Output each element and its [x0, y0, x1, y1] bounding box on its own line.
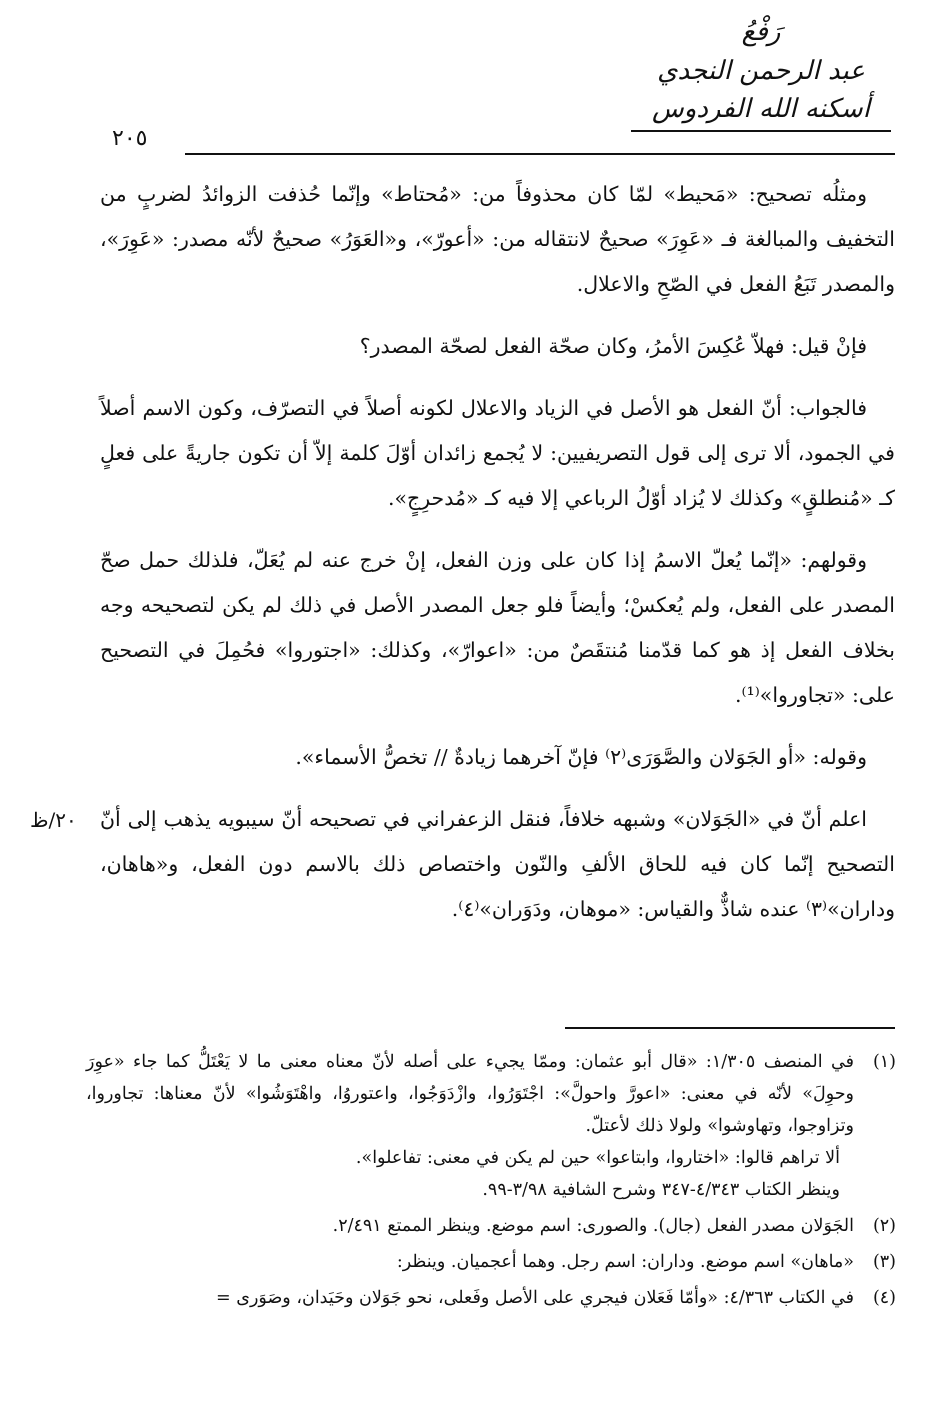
margin-folio-note: ٢٠/ظ — [30, 808, 77, 832]
footnote-line: وينظر الكتاب ٤/٣٤٣-٣٤٧ وشرح الشافية ٣/٩٨-٩٩. — [482, 1180, 840, 1200]
main-text — [100, 172, 895, 932]
header-rule — [185, 153, 895, 155]
footnote — [86, 1282, 896, 1314]
page-number: ٢٠٥ — [112, 126, 148, 151]
footnote — [86, 1210, 896, 1242]
footnote — [86, 1046, 896, 1206]
footnote-line: في الكتاب ٤/٣٦٣: «وأمّا فَعَلان فيجري على الأصل وفَعلى، نحو جَوَلان وحَيَدان، وصَوَرى = — [216, 1288, 854, 1308]
footnotes — [86, 1046, 896, 1318]
footnote-line: الجَوَلان مصدر الفعل (جال). والصورى: اسم موضع. وينظر الممتع ٢/٤٩١. — [332, 1216, 854, 1236]
footnote-body — [86, 1210, 854, 1242]
footnote-body — [86, 1246, 854, 1278]
footnote-line: «ماهان» اسم موضع. وداران: اسم رجل. وهما أعجميان. وينظر: — [396, 1252, 854, 1272]
footnote-body — [86, 1046, 854, 1206]
stamp-line-2: عبد الرحمن النجدي — [657, 56, 865, 86]
footnote-line: في المنصف ١/٣٠٥: «قال أبو عثمان: وممّا يجيء على أصله لأنّ معناه معنى ما لا يَعْتَلُّ كما جاء «عوِرَ وحوِلَ» لأنّه في معنى: «اعورَّ واحولَّ»: اجْتَوَرُوا، وازْدَوَجُوا، واعتوروُا، واهْتَوَشُوا» لأنّ معناها: تجاوروا، وتزاوجوا، وتهاوشوا» ولولا ذلك لأعتلّ. — [86, 1052, 854, 1136]
footnote-line: ألا تراهم قالوا: «اختاروا، وابتاعوا» حين لم يكن في معنى: تفاعلوا». — [355, 1148, 840, 1168]
footnote-number: (١) — [872, 1052, 896, 1072]
paragraph: وقوله: «أو الجَوَلان والصَّوَرَى⁽٢⁾ فإنّ آخرهما زيادةٌ // تخصُّ الأسماء». — [295, 745, 867, 769]
paragraph: اعلم أنّ في «الجَوَلان» وشبهه خلافاً، فنقل الزعفراني في تصحيحه أنّ سيبويه يذهب إلى أنّ التصحيح إنّما كان فيه للحاق الألفِ والنّون واختصاص ذلك بالاسم دون الفعل، و«هاهان، وداران»⁽٣⁾ عنده شاذٌّ والقياس: «موهان، ودَوَران»⁽٤⁾. — [100, 807, 895, 921]
paragraph: فالجواب: أنّ الفعل هو الأصل في الزياد والاعلال لكونه أصلاً في التصرّف، وكون الاسم أصلاً في الجمود، ألا ترى إلى قول التصريفيين: لا يُجمع زائدان أوّلَ كلمة إلاّ أن تكون جاريةً على فعلٍ كـ «مُنطلقٍ» وكذلك لا يُزاد أوّلُ الرباعي إلا فيه كـ «مُدحرِجٍ». — [100, 396, 895, 510]
footnote-rule — [565, 1027, 895, 1029]
stamp-line-3: أسكنه الله الفردوس — [631, 90, 891, 132]
footnote — [86, 1246, 896, 1278]
footnote-body — [86, 1282, 854, 1314]
paragraph: وقولهم: «إنّما يُعلّ الاسمُ إذا كان على وزن الفعل، إنْ خرج عنه لم يُعَلّ، فلذلك حمل صحّ المصدر على الفعل، ولم يُعكسْ؛ وأيضاً فلو جعل المصدر الأصل في ذلك لم يكن لتصحيحه وجه بخلاف الفعل إذ هو كما قدّمنا مُنتقَصٌ من: «اعوارّ»، وكذلك: «اجتوروا» فحُمِلَ في التصحيح على: «تجاوروا»⁽¹⁾. — [100, 548, 895, 707]
footnote-number: (٣) — [872, 1252, 896, 1272]
footnote-number: (٤) — [872, 1288, 896, 1308]
paragraph: ومثلُه تصحيح: «مَحيط» لمّا كان محذوفاً من: «مُحتاط» وإنّما حُذفت الزوائدُ لضربٍ من التخفيف والمبالغة فـ «عَوِرَ» صحيحٌ لانتقاله من: «أعورّ»، و«العَوَرُ» صحيحٌ لأنّه مصدر: «عَوِرَ»، والمصدر تَبَعُ الفعل في الصّحِ والاعلال. — [100, 182, 895, 296]
footnote-number: (٢) — [872, 1216, 896, 1236]
ownership-stamp — [631, 12, 891, 132]
stamp-line-1: رَفْعُ — [741, 17, 781, 47]
paragraph: فإنْ قيل: فهلاّ عُكِسَ الأمرُ، وكان صحّة الفعل لصحّة المصدر؟ — [359, 334, 867, 358]
